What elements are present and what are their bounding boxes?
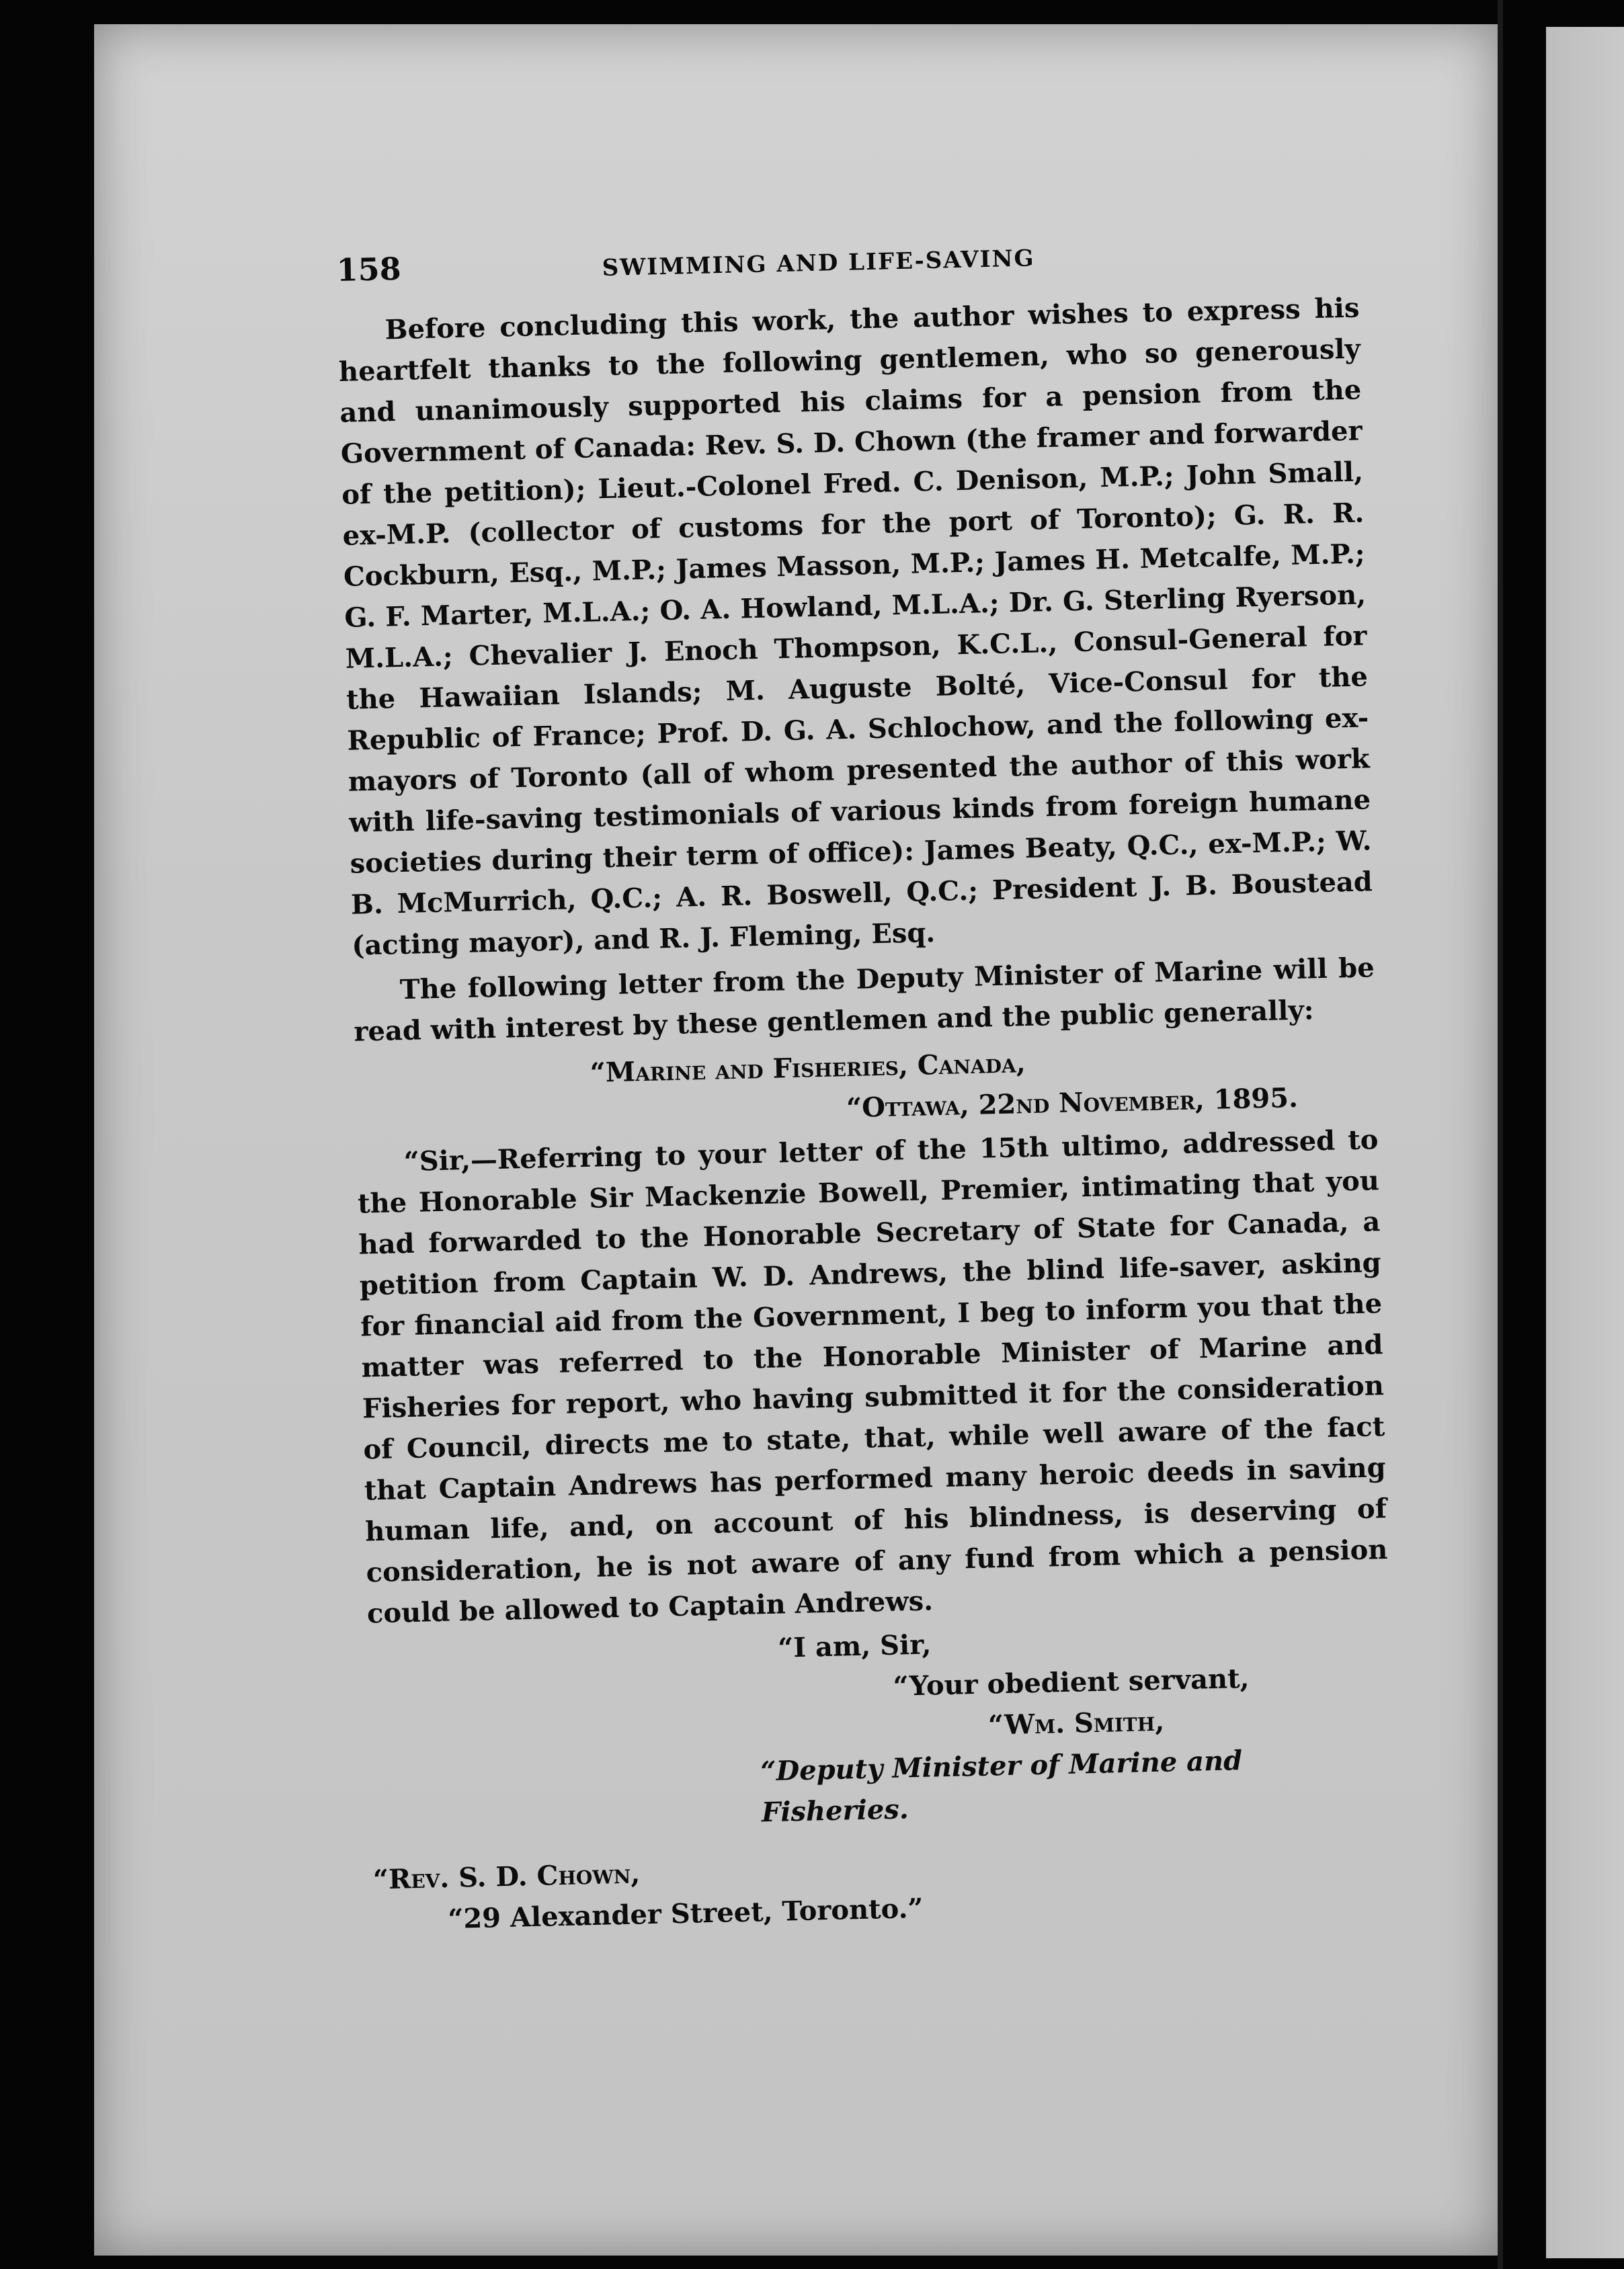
running-head: SWIMMING AND LIFE-SAVING	[602, 245, 1036, 282]
letter-recipient-address: “29 Alexander Street, Toronto.”	[447, 1892, 924, 1935]
page-number: 158	[336, 250, 402, 288]
intro-paragraph: The following letter from the Deputy Minister of Marine will be read with interest by these gentlemen and the public generally:	[353, 952, 1375, 1048]
page-text-block	[336, 227, 1396, 1942]
letter-heading: “Marine and Fisheries, Canada,	[590, 1047, 1026, 1089]
acknowledgement-paragraph: Before concluding this work, the author wishes to express his heartfelt thanks to the following gentlemen, who so generously and unanimously supported his claims for a pension from the Government of Canada: Rev. S. D. Chown (the framer and forwarder of the petition); Lieut.-Colonel Fred. C. Denison, M.P.; John Small, ex-M.P. (collector of customs for the port of Toronto); G. R. R. Cockburn, Esq., M.P.; James Masson, M.P.; James H. Metcalfe, M.P.; G. F. Marter, M.L.A.; O. A. Howland, M.L.A.; Dr. G. Sterling Ryerson, M.L.A.; Chevalier J. Enoch Thompson, K.C.L., Consul-General for the Hawaiian Islands; M. Auguste Bolté, Vice-Consul for the Republic of France; Prof. D. G. A. Schlochow, and the following ex-mayors of Toronto (all of whom presented the author of this work with life-saving testimonials of various kinds from foreign humane societies during their term of office): James Beaty, Q.C., ex-M.P.; W. B. McMurrich, Q.C.; A. R. Boswell, Q.C.; President J. B. Boustead (acting mayor), and R. J. Fleming, Esq.	[338, 292, 1373, 962]
letter-recipient-name: “Rev. S. D. Chown,	[372, 1858, 641, 1896]
page-gutter	[1498, 0, 1503, 2269]
letter-dateline-text: “Ottawa, 22nd November, 1895.	[846, 1081, 1299, 1124]
letter-signature: “Wm. Smith,	[987, 1705, 1165, 1741]
letter-body: “Sir,—Referring to your letter of the 15th ultimo, addressed to the Honorable Sir Mackenzie Bowell, Premier, intimating that you had forwarded to the Honorable Secretary of State for Canada, a petition from Captain W. D. Andrews, the blind life-saver, asking for financial aid from the Government, I beg to inform you that the matter was referred to the Honorable Minister of Marine and Fisheries for report, who having submitted it for the consideration of Council, directs me to state, that, while well aware of the fact that Captain Andrews has performed many heroic deeds in saving human life, and, on account of his blindness, is deserving of consideration, he is not aware of any fund from which a pension could be allowed to Captain Andrews.	[357, 1124, 1388, 1630]
letter-closing-salutation: “I am, Sir,	[777, 1628, 932, 1664]
letter-signatory-title: “Deputy Minister of Marine and Fisheries.	[760, 1745, 1243, 1829]
letter-closing-servant: “Your obedient servant,	[893, 1662, 1250, 1702]
adjacent-page-edge	[1546, 27, 1624, 2258]
